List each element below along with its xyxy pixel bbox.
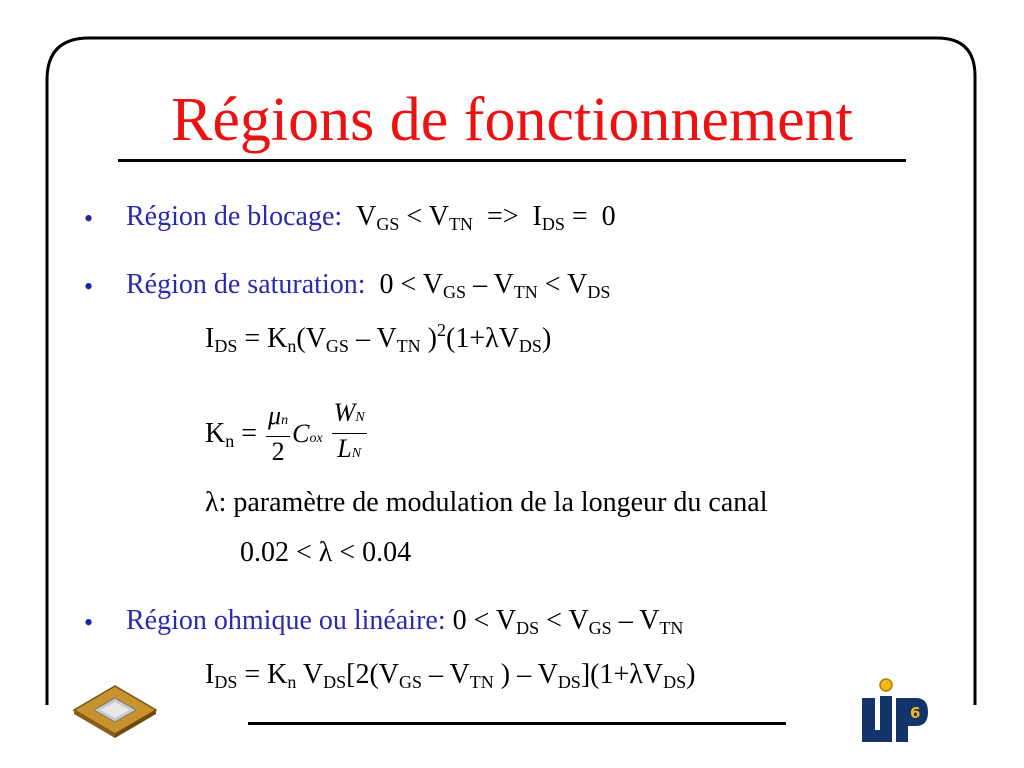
bullet-marker: •	[84, 204, 94, 233]
blocking-label: Région de blocage:	[126, 201, 343, 232]
lip6-logo-digit: 6	[910, 704, 921, 722]
mu-over-two: $\frac{\mu n}{2}$	[268, 400, 289, 466]
ohmic-current-equation: $I_{DS} = K_n$ $V_{DS}[2(V_{GS} - V_{TN}$ ) – $V_{DS}](1+\lambda V_{DS})$	[205, 659, 696, 692]
lip6-logo	[860, 676, 938, 748]
footer-rule	[248, 722, 786, 725]
lambda-range: 0.02 < λ < 0.04	[240, 537, 412, 568]
slide-title: Régions de fonctionnement	[171, 86, 853, 154]
w-over-l: $\frac{WN}{LN}$	[333, 398, 365, 463]
lambda-description: λ: paramètre de modulation de la longeur du canal	[205, 487, 768, 518]
chip-icon	[70, 680, 160, 740]
bullet-marker: •	[84, 272, 94, 301]
bullet-marker: •	[84, 608, 94, 637]
saturation-region-line: Région de saturation: $0 < V_{GS} - V_{TN} < V_{DS}$	[126, 269, 611, 302]
saturation-current-equation: $I_{DS} = K_n(V_{GS} - V_{TN}$ )$^2(1+\lambda V_{DS})$	[205, 320, 552, 356]
kn-equation: $K_n$ = $\frac{\mu n}{2}$ Cox $\frac{WN}{LN}$	[205, 398, 369, 469]
saturation-label: Région de saturation:	[126, 269, 366, 300]
ohmic-region-line: Région ohmique ou linéaire: $0 < V_{DS} < V_{GS} - V_{TN}$	[126, 605, 684, 638]
title-underline	[118, 159, 906, 162]
ohmic-label: Région ohmique ou linéaire:	[126, 605, 446, 636]
blocking-region-line: Région de blocage: $V_{GS} < V_{TN} => I_{DS} = 0$	[126, 201, 616, 234]
